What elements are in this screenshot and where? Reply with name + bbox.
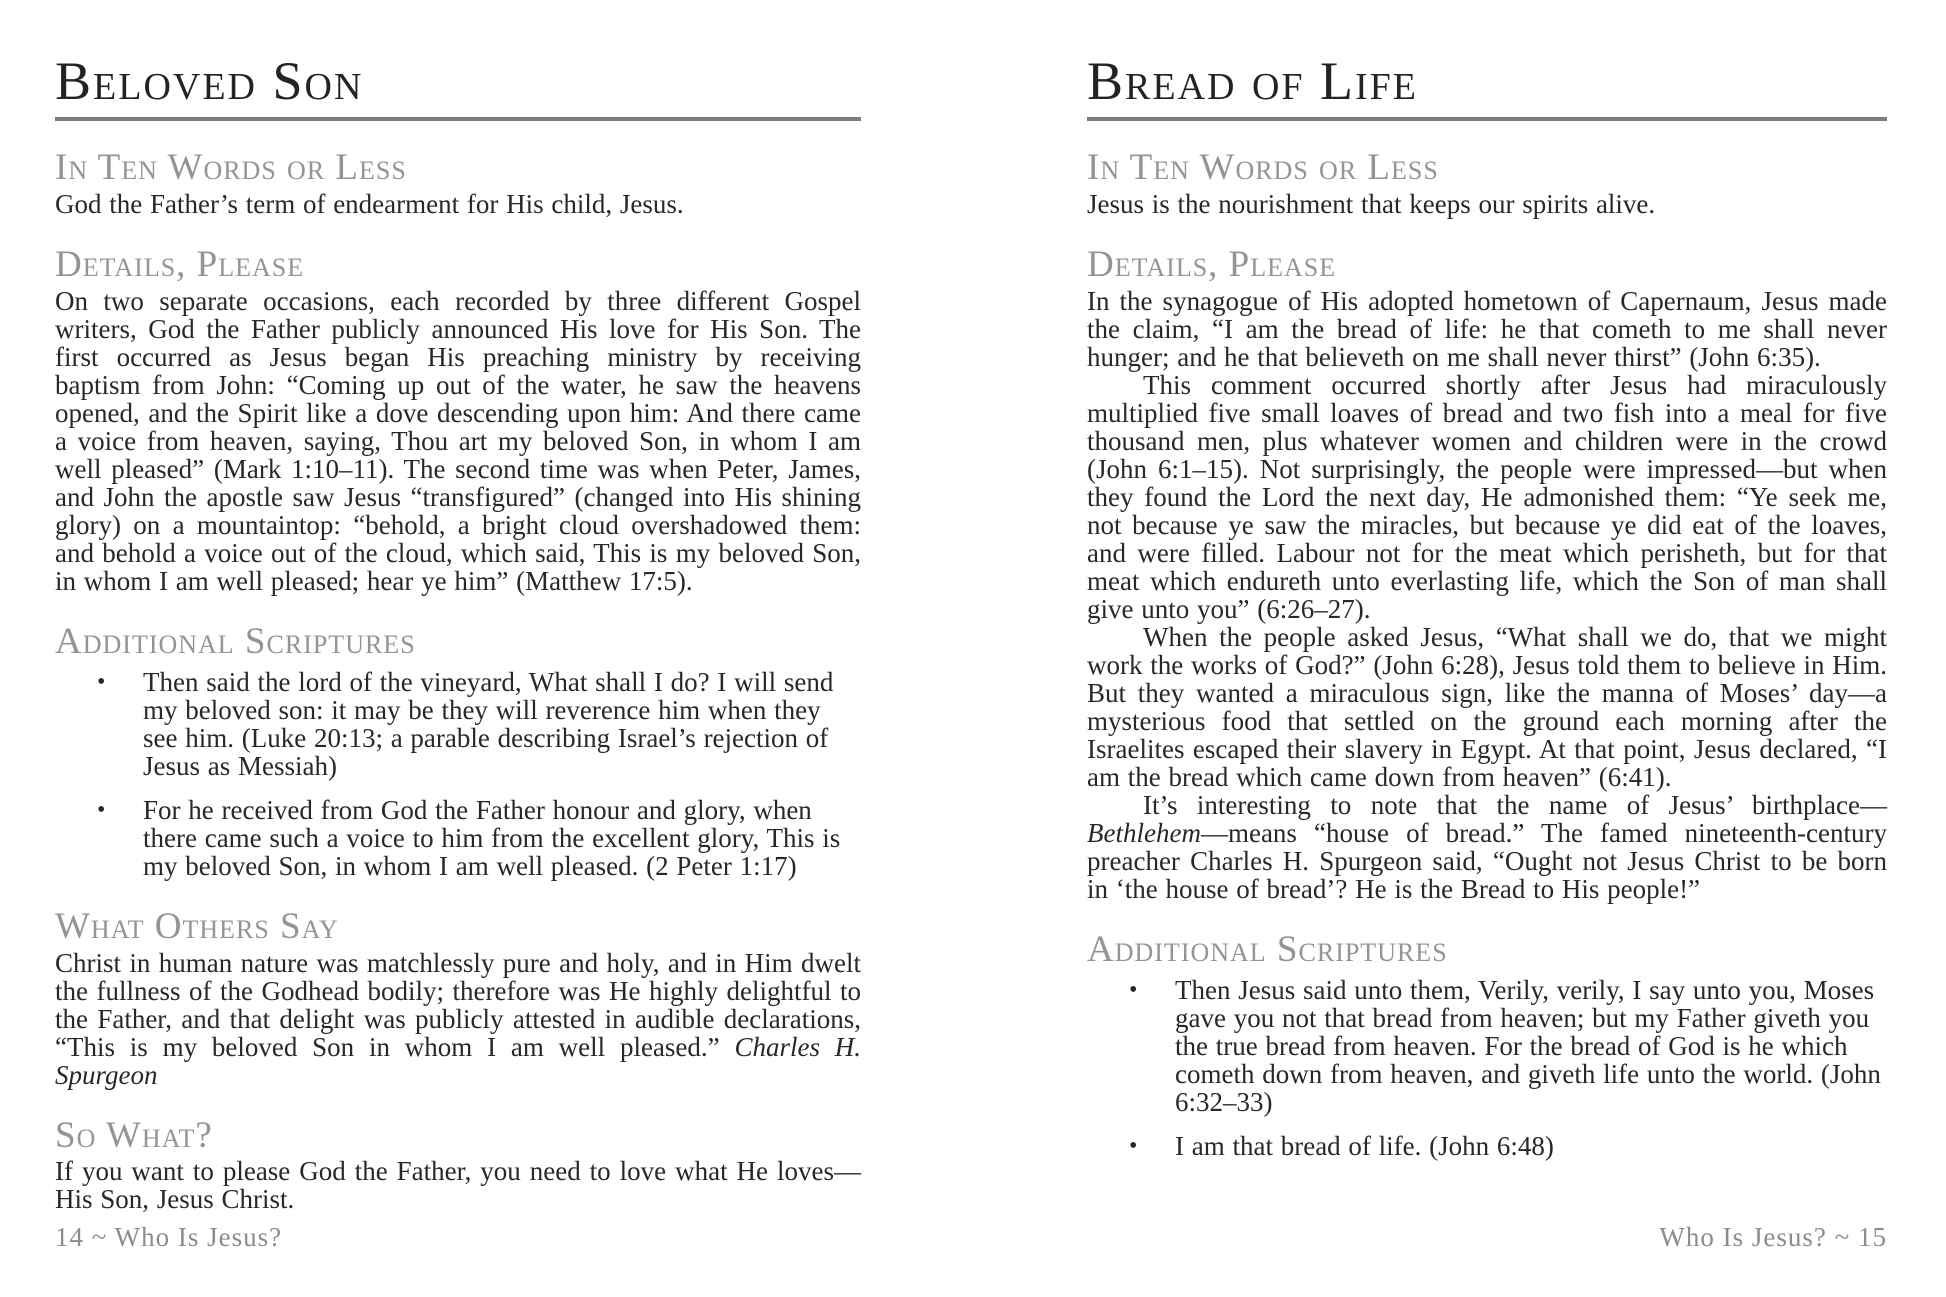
- section-body: [55, 949, 861, 1089]
- section-so-what: [55, 1116, 861, 1214]
- section-heading: In Ten Words or Less: [1087, 146, 1439, 188]
- section-heading: Additional Scriptures: [1087, 928, 1448, 970]
- scripture-bullet: • Then said the lord of the vineyard, What shall I do? I will send my beloved son: it may be they will reverence him when they see him. (Luke 20:13; a parable describing Israel’s rejection of Jesus as Messiah): [143, 668, 861, 780]
- text-segment: —means “house of bread.” The famed nineteenth-century preacher Charles H. Spurgeon said, “Ought not Jesus Christ to be born in ‘the house of bread’? He is the Bread to His people!”: [1087, 817, 1887, 904]
- page-footer-left: 14 ~ Who Is Jesus?: [55, 1222, 283, 1252]
- body-paragraph: This comment occurred shortly after Jesus had miraculously multiplied five small loaves of bread and two fish into a meal for five thousand men, plus whatever women and children were in the crowd (John 6:1–15). Not surprisingly, the people were impressed—but when they found the Lord the next day, He admonished them: “Ye seek me, not because ye saw the miracles, but because ye did eat of the loaves, and were filled. Labour not for the meat which perisheth, but for that meat which endureth unto everlasting life, which the Son of man shall give unto you” (6:26–27).: [1087, 369, 1887, 624]
- section-heading: Additional Scriptures: [55, 620, 416, 662]
- section-what-others-say: [55, 907, 861, 1089]
- page-title: Beloved Son: [55, 51, 364, 111]
- section-heading: What Others Say: [55, 905, 339, 947]
- body-paragraph: On two separate occasions, each recorded by three different Gospel writers, God the Father publicly announced His love for His Son. The first occurred as Jesus began His preaching ministry by receiving baptism from John: “Coming up out of the water, he saw the heavens opened, and the Spirit like a dove descending upon him: And there came a voice from heaven, saying, Thou art my beloved Son, in whom I am well pleased” (Mark 1:10–11). The second time was when Peter, James, and John the apostle saw Jesus “transfigured” (changed into His shining glory) on a mountaintop: “behold, a bright cloud overshadowed them: and behold a voice out of the cloud, which said, This is my beloved Son, in whom I am well pleased; hear ye him” (Matthew 17:5).: [55, 285, 861, 596]
- section-body: God the Father’s term of endearment for His child, Jesus.: [55, 188, 684, 219]
- section-additional-scriptures: [1087, 930, 1887, 1160]
- section-body: [55, 287, 861, 595]
- page-right: [1087, 53, 1887, 1160]
- scripture-bullet: • Then Jesus said unto them, Verily, verily, I say unto you, Moses gave you not that bread from heaven; but my Father giveth you the true bread from heaven. For the bread of God is he which cometh down from heaven, and giveth life unto the world. (John 6:32–33): [1175, 976, 1887, 1116]
- section-additional-scriptures: [55, 622, 861, 880]
- italic-text: Bethlehem: [1087, 817, 1201, 848]
- section-body: Jesus is the nourishment that keeps our spirits alive.: [1087, 188, 1656, 219]
- text-segment: Christ in human nature was matchlessly pure and holy, and in Him dwelt the fullness of the Godhead bodily; therefore was He highly delightful to the Father, and that delight was publicly attested in audible declarations, “This is my beloved Son in whom I am well pleased.”: [55, 947, 861, 1062]
- page-left: [55, 53, 861, 1213]
- body-paragraph: When the people asked Jesus, “What shall we do, that we might work the works of God?” (John 6:28), Jesus told them to believe in Him. But they wanted a miraculous sign, like the manna of Moses’ day—a mysterious food that settled on the ground each morning after the Israelites escaped their slavery in Egypt. At that point, Jesus declared, “I am the bread which came down from heaven” (6:41).: [1087, 621, 1887, 792]
- scripture-bullet: • I am that bread of life. (John 6:48): [1175, 1132, 1887, 1160]
- body-paragraph: In the synagogue of His adopted hometown of Capernaum, Jesus made the claim, “I am the bread of life: he that cometh to me shall never hunger; and he that believeth on me shall never thirst” (John 6:35).: [1087, 285, 1887, 372]
- section-details: [55, 245, 861, 595]
- section-heading: So What?: [55, 1114, 213, 1156]
- body-paragraph: [1087, 791, 1887, 903]
- scripture-bullet: • For he received from God the Father honour and glory, when there came such a voice to him from the excellent glory, This is my beloved Son, in whom I am well pleased. (2 Peter 1:17): [143, 796, 861, 880]
- section-body: [1087, 287, 1887, 903]
- section-in-ten-words: [1087, 148, 1887, 218]
- section-in-ten-words: [55, 148, 861, 218]
- page-title: Bread of Life: [1087, 51, 1419, 111]
- page-footer-right: Who Is Jesus? ~ 15: [1659, 1222, 1887, 1252]
- section-heading: Details, Please: [55, 243, 305, 285]
- title-rule: [1087, 117, 1887, 121]
- scripture-list: [1087, 976, 1887, 1160]
- title-rule: [55, 117, 861, 121]
- section-heading: Details, Please: [1087, 243, 1337, 285]
- text-segment: It’s interesting to note that the name of Jesus’ birthplace—: [1143, 789, 1887, 820]
- italic-text: Charles H. Spurgeon: [55, 1031, 861, 1090]
- section-heading: In Ten Words or Less: [55, 146, 407, 188]
- section-body: If you want to please God the Father, you need to love what He loves—His Son, Jesus Christ.: [55, 1156, 861, 1215]
- scripture-list: [55, 668, 861, 880]
- section-details: [1087, 245, 1887, 903]
